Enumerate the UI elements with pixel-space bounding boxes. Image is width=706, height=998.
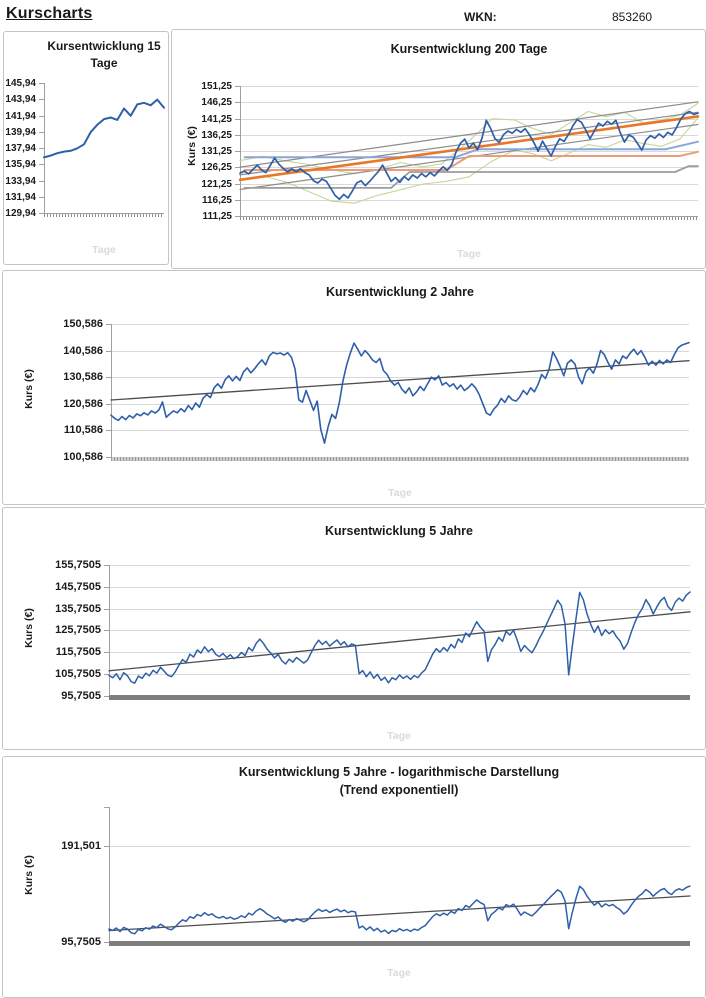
y-tick-label: 133,94 xyxy=(5,176,36,187)
y-tick-mark xyxy=(235,86,240,87)
y-tick-mark xyxy=(106,404,111,405)
y-tick-label: 143,94 xyxy=(5,94,36,105)
y-tick-mark xyxy=(39,213,44,214)
y-tick-mark xyxy=(104,942,109,943)
chart-title: Kursentwicklung 5 Jahre xyxy=(325,524,473,538)
y-tick-label: 120,586 xyxy=(63,398,103,410)
y-tick-mark xyxy=(39,99,44,100)
series-canvas xyxy=(109,558,690,704)
y-tick-label: 131,25 xyxy=(201,146,232,157)
wkn-value: 853260 xyxy=(612,10,653,24)
y-tick-label: 191,501 xyxy=(61,840,101,852)
y-tick-mark xyxy=(235,135,240,136)
y-tick-label: 95,7505 xyxy=(61,690,101,702)
plot-area xyxy=(44,74,164,221)
chart-box-2-jahre xyxy=(2,270,706,505)
y-tick-mark xyxy=(104,587,109,588)
y-tick-label: 135,94 xyxy=(5,159,36,170)
y-tick-mark xyxy=(235,200,240,201)
y-tick-label: 150,586 xyxy=(63,318,103,330)
y-tick-label: 140,586 xyxy=(63,345,103,357)
y-tick-label: 126,25 xyxy=(201,162,232,173)
series-kurs xyxy=(44,100,164,158)
x-axis-title: Tage xyxy=(388,487,412,499)
y-tick-mark xyxy=(235,151,240,152)
plot-area xyxy=(111,315,689,465)
y-tick-label: 110,586 xyxy=(63,424,103,436)
y-tick-mark xyxy=(39,83,44,84)
y-tick-mark xyxy=(104,696,109,697)
y-tick-mark xyxy=(106,324,111,325)
chart-box-5-jahre xyxy=(2,507,706,750)
series-canvas xyxy=(44,74,164,221)
y-axis-title: Kurs (€) xyxy=(186,126,198,166)
y-tick-label: 136,25 xyxy=(201,130,232,141)
series-trend xyxy=(109,612,690,671)
y-tick-mark xyxy=(235,119,240,120)
y-tick-mark xyxy=(104,846,109,847)
chart-title xyxy=(119,763,679,799)
y-tick-mark xyxy=(106,457,111,458)
chart-box-200-tage xyxy=(171,29,706,269)
y-axis-title: Kurs (€) xyxy=(23,608,35,648)
chart-box-5-jahre-log xyxy=(2,756,706,998)
y-tick-label: 141,25 xyxy=(201,114,232,125)
y-tick-mark xyxy=(104,630,109,631)
y-tick-label: 155,7505 xyxy=(55,559,101,571)
y-tick-mark xyxy=(106,377,111,378)
y-tick-label: 130,586 xyxy=(63,371,103,383)
y-tick-label: 141,94 xyxy=(5,111,36,122)
y-axis-top-tick xyxy=(104,807,109,808)
page-title: Kurscharts xyxy=(6,5,93,22)
y-tick-label: 115,7505 xyxy=(55,646,101,658)
y-tick-mark xyxy=(235,102,240,103)
series-canvas xyxy=(111,315,689,465)
series-trend xyxy=(111,361,689,400)
y-tick-label: 95,7505 xyxy=(61,936,101,948)
x-axis-title: Tage xyxy=(387,730,411,742)
y-tick-mark xyxy=(104,565,109,566)
plot-area xyxy=(109,807,690,950)
y-tick-label: 145,94 xyxy=(5,78,36,89)
y-tick-mark xyxy=(235,167,240,168)
y-tick-label: 131,94 xyxy=(5,192,36,203)
y-tick-mark xyxy=(106,351,111,352)
series-band-oben-gruen xyxy=(240,103,698,173)
chart-title: Kursentwicklung 200 Tage xyxy=(390,42,548,56)
y-tick-label: 139,94 xyxy=(5,127,36,138)
series-band-unten-gruen xyxy=(240,118,698,203)
y-tick-mark xyxy=(39,132,44,133)
wkn-label: WKN: xyxy=(464,10,497,24)
chart-title: Kursentwicklung 15 Tage xyxy=(47,39,161,71)
plot-area xyxy=(109,558,690,704)
y-axis-title: Kurs (€) xyxy=(23,855,35,895)
series-kurs xyxy=(109,592,690,683)
series-canvas xyxy=(109,807,690,950)
y-tick-label: 129,94 xyxy=(5,208,36,219)
y-tick-mark xyxy=(104,652,109,653)
y-tick-label: 121,25 xyxy=(201,179,232,190)
y-tick-label: 111,25 xyxy=(202,211,232,222)
x-axis-title: Tage xyxy=(387,967,411,979)
chart-title-line1: Kursentwicklung 5 Jahre - logarithmische Darstellung xyxy=(238,765,560,779)
series-kanal-mitte xyxy=(240,112,698,175)
y-tick-label: 100,586 xyxy=(63,451,103,463)
y-tick-label: 135,7505 xyxy=(55,603,101,615)
series-kurs xyxy=(109,886,690,934)
series-canvas xyxy=(240,76,698,224)
y-tick-mark xyxy=(39,148,44,149)
y-tick-label: 137,94 xyxy=(5,143,36,154)
y-tick-mark xyxy=(39,164,44,165)
y-axis-title: Kurs (€) xyxy=(23,369,35,409)
y-tick-mark xyxy=(39,116,44,117)
y-tick-label: 146,25 xyxy=(201,97,232,108)
series-trend-exponentiell xyxy=(109,896,690,931)
chart-title: Kursentwicklung 2 Jahre xyxy=(326,285,474,299)
y-tick-mark xyxy=(106,430,111,431)
y-tick-mark xyxy=(104,609,109,610)
y-tick-label: 105,7505 xyxy=(55,668,101,680)
x-axis-title: Tage xyxy=(92,244,116,256)
series-kurs xyxy=(111,343,689,444)
y-tick-mark xyxy=(39,197,44,198)
y-tick-mark xyxy=(104,674,109,675)
y-tick-mark xyxy=(39,181,44,182)
series-niveau-lachs xyxy=(245,152,698,170)
plot-area xyxy=(240,76,698,224)
y-tick-mark xyxy=(235,184,240,185)
x-axis-title: Tage xyxy=(457,248,481,260)
y-tick-label: 125,7505 xyxy=(55,624,101,636)
y-tick-label: 116,25 xyxy=(201,195,232,206)
y-tick-label: 145,7505 xyxy=(55,581,101,593)
y-tick-mark xyxy=(235,216,240,217)
chart-box-15-tage xyxy=(3,31,169,265)
chart-title-line2: (Trend exponentiell) xyxy=(339,783,459,798)
y-tick-label: 151,25 xyxy=(201,81,232,92)
